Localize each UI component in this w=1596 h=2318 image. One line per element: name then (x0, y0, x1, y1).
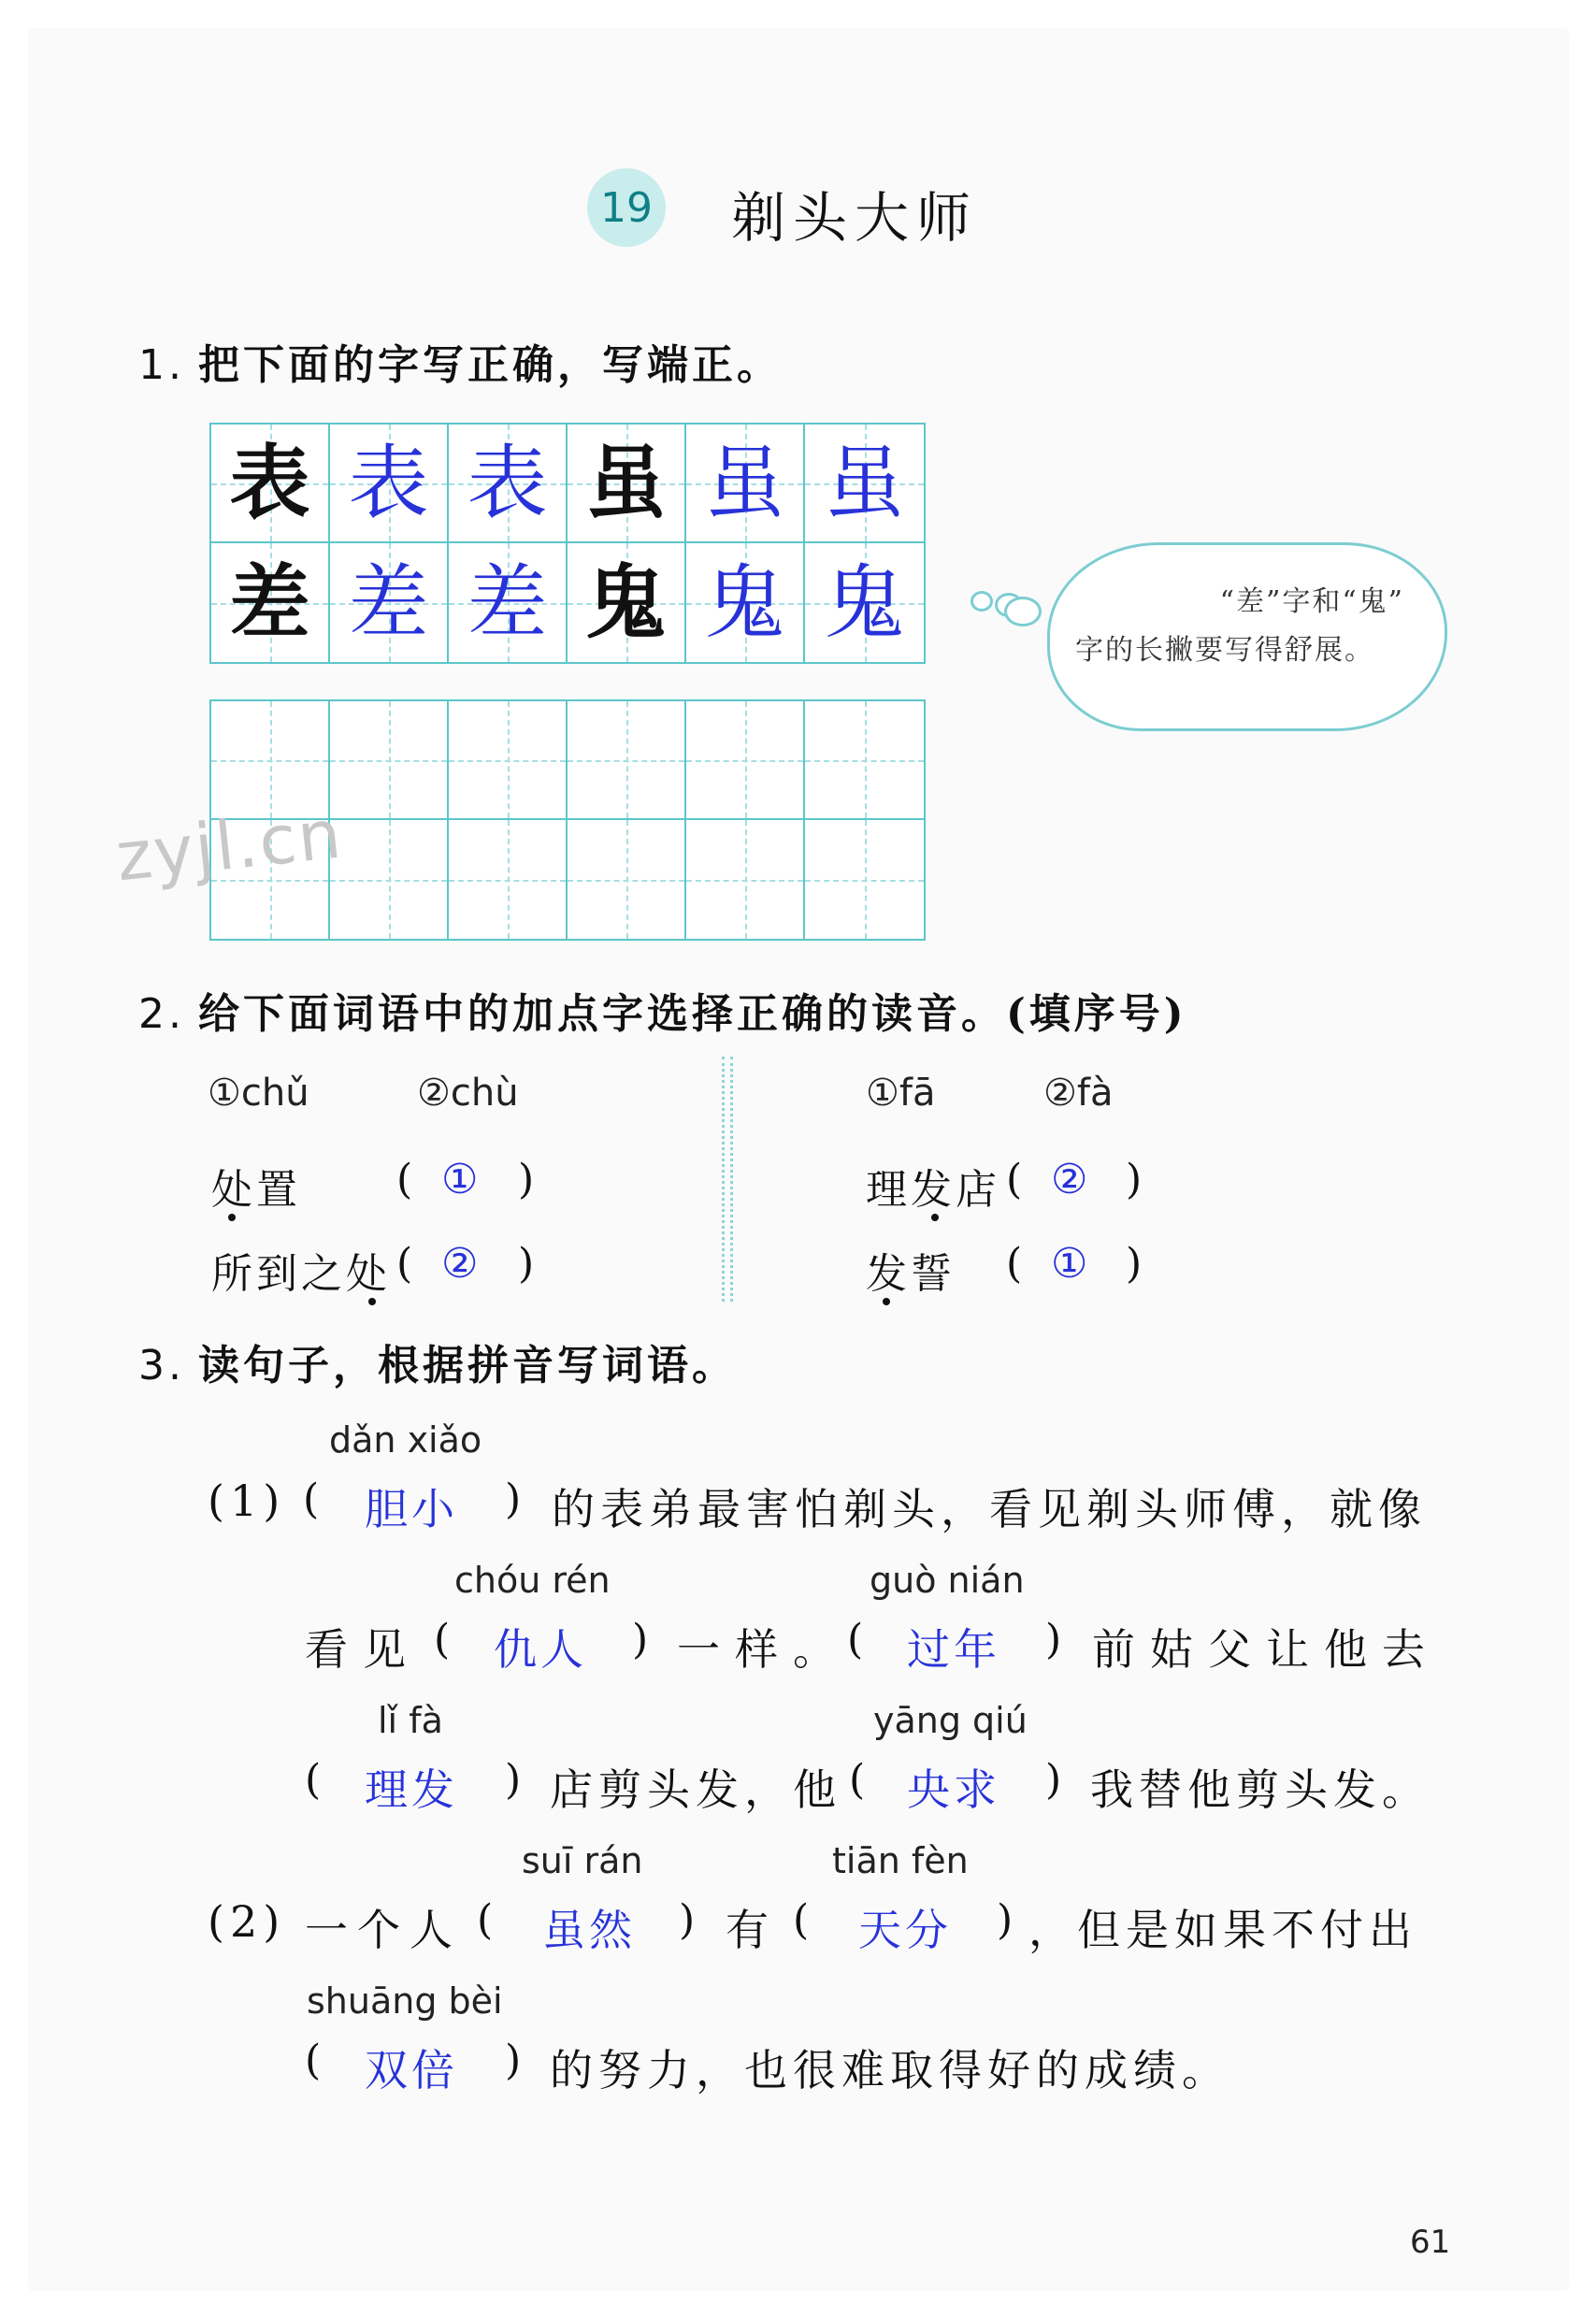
pinyin-tian-fen: tiān fèn (832, 1840, 969, 1881)
paren-close: ) (1045, 1616, 1062, 1663)
watermark: zyjl.cn (112, 794, 347, 897)
answer-blank[interactable]: 央求 (907, 1764, 1000, 1815)
question-2-instruction: 给下面词语中的加点字选择正确的读音。(填序号) (197, 990, 1187, 1038)
question-1-number: 1. (138, 341, 185, 389)
page-number: 61 (1410, 2224, 1451, 2261)
paren-close: ) (518, 1156, 535, 1203)
written-character: 鬼 (824, 555, 905, 650)
answer-blank[interactable]: 虽然 (542, 1905, 636, 1955)
question-3-instruction: 读句子，根据拼音写词语。 (197, 1342, 737, 1389)
grid-cell[interactable] (330, 701, 449, 820)
question-1-instruction: 把下面的字写正确，写端正。 (197, 341, 782, 389)
paren-open: ( (793, 1896, 810, 1944)
lesson-title: 剃头大师 (731, 186, 979, 250)
written-character: 差 (467, 555, 548, 650)
paren-open: ( (847, 1616, 864, 1663)
written-character: 差 (348, 555, 429, 650)
answer-choice[interactable]: ② (441, 1240, 479, 1288)
word-chuzhi: 处置 (211, 1166, 301, 1214)
lesson-number-badge: 19 (587, 168, 666, 247)
paren-open: ( (305, 2037, 322, 2084)
pinyin-yang-qiu: yāng qiú (873, 1700, 1028, 1741)
paren-open: ( (396, 1240, 413, 1288)
grid-cell[interactable] (330, 543, 449, 662)
grid-cell[interactable] (330, 425, 449, 543)
option-fa1: ①fā (866, 1072, 936, 1115)
answer-blank[interactable]: 天分 (858, 1905, 952, 1955)
grid-cell[interactable] (330, 820, 449, 939)
grid-cell (568, 543, 686, 662)
grid-cell[interactable] (449, 543, 568, 662)
sentence-text: 店剪头发，他 (550, 1764, 841, 1815)
grid-cell[interactable] (449, 820, 568, 939)
option-fa4: ②fà (1043, 1072, 1114, 1115)
question-3-number: 3. (138, 1342, 185, 1389)
paren-close: ) (679, 1896, 696, 1944)
option-chu4: ②chù (417, 1072, 519, 1115)
paren-close: ) (505, 1756, 522, 1804)
grid-cell[interactable] (449, 701, 568, 820)
paren-close: ) (997, 1896, 1014, 1944)
paren-close: ) (632, 1616, 649, 1663)
paren-open: ( (396, 1156, 413, 1203)
answer-blank[interactable]: 过年 (907, 1624, 1000, 1675)
model-character: 鬼 (585, 554, 667, 650)
paragraph-label: (1) (208, 1476, 286, 1526)
grid-cell[interactable] (805, 820, 924, 939)
paren-close: ) (1126, 1156, 1143, 1203)
sentence-text: 一个人 (305, 1905, 462, 1955)
writing-grid-filled (209, 423, 926, 664)
grid-cell[interactable] (805, 701, 924, 820)
sentence-text: 的表弟最害怕剃头，看见剃头师傅，就像 (552, 1484, 1427, 1534)
word-fashi: 发誓 (866, 1250, 956, 1298)
sentence-text: 一样。 (677, 1624, 851, 1675)
model-character: 虽 (585, 435, 667, 530)
paren-open: ( (305, 1756, 322, 1804)
paren-open: ( (1006, 1240, 1023, 1288)
paren-close: ) (518, 1240, 535, 1288)
question-2-heading (138, 980, 1187, 1040)
thought-dot-icon (1004, 597, 1042, 626)
pinyin-guo-nian: guò nián (870, 1560, 1025, 1601)
grid-cell[interactable] (568, 701, 686, 820)
paren-close: ) (505, 1476, 522, 1523)
answer-choice[interactable]: ① (1051, 1240, 1088, 1288)
grid-cell (211, 543, 330, 662)
emphasis-dot (883, 1298, 890, 1305)
grid-cell[interactable] (449, 425, 568, 543)
paren-close: ) (505, 2037, 522, 2084)
question-2-number: 2. (138, 990, 185, 1038)
pinyin-chou-ren: chóu rén (454, 1560, 611, 1601)
answer-blank[interactable]: 双倍 (365, 2045, 458, 2095)
question-3-heading (138, 1332, 737, 1391)
pinyin-dan-xiao: dǎn xiǎo (329, 1419, 482, 1461)
sentence-text: 前姑父让他去 (1092, 1624, 1440, 1675)
paren-open: ( (477, 1896, 494, 1944)
pinyin-sui-ran: suī rán (522, 1840, 643, 1881)
paren-open: ( (849, 1756, 866, 1804)
paren-close: ) (1126, 1240, 1143, 1288)
tip-line-2: 字的长撇要写得舒展。 (1075, 634, 1374, 667)
paren-open: ( (1006, 1156, 1023, 1203)
tip-text (1075, 578, 1431, 675)
dotted-divider (722, 1057, 733, 1302)
option-chu3: ①chǔ (208, 1072, 309, 1115)
question-1-heading (138, 331, 782, 391)
answer-blank[interactable]: 理发 (365, 1764, 458, 1815)
paren-open: ( (434, 1616, 451, 1663)
model-character: 表 (229, 435, 310, 530)
paren-close: ) (1045, 1756, 1062, 1804)
emphasis-dot (228, 1214, 236, 1221)
answer-blank[interactable]: 仇人 (494, 1624, 587, 1675)
paren-open: ( (303, 1476, 320, 1523)
emphasis-dot (368, 1298, 376, 1305)
sentence-text: 我替他剪头发。 (1090, 1764, 1431, 1815)
word-lifadian: 理发店 (866, 1166, 1000, 1214)
written-character: 表 (467, 436, 548, 530)
pinyin-shuang-bei: shuāng bèi (307, 1980, 503, 2022)
written-character: 表 (348, 436, 429, 530)
word-suodaozhichu: 所到之处 (211, 1250, 391, 1298)
pinyin-li-fa: lǐ fà (378, 1700, 443, 1741)
written-character: 鬼 (704, 555, 785, 650)
emphasis-dot (931, 1214, 939, 1221)
tip-line-1: “差”字和“鬼” (1219, 585, 1404, 618)
grid-cell[interactable] (686, 820, 805, 939)
answer-choice[interactable]: ② (1051, 1156, 1088, 1203)
sentence-text: ，但是如果不付出 (1028, 1905, 1417, 1955)
written-character: 虽 (824, 436, 905, 530)
grid-cell[interactable] (805, 425, 924, 543)
answer-choice[interactable]: ① (441, 1156, 479, 1203)
grid-cell[interactable] (686, 701, 805, 820)
grid-cell (568, 425, 686, 543)
grid-cell[interactable] (568, 820, 686, 939)
grid-cell (211, 425, 330, 543)
sentence-text: 有 (726, 1905, 774, 1955)
thought-dot-icon (971, 591, 993, 612)
grid-cell[interactable] (686, 425, 805, 543)
sentence-text: 的努力，也很难取得好的成绩。 (550, 2045, 1230, 2095)
written-character: 虽 (704, 436, 785, 530)
sentence-text: 看见 (305, 1624, 421, 1675)
grid-cell[interactable] (805, 543, 924, 662)
answer-blank[interactable]: 胆小 (365, 1484, 458, 1534)
model-character: 差 (229, 554, 310, 650)
paragraph-label: (2) (208, 1896, 286, 1947)
grid-cell[interactable] (686, 543, 805, 662)
